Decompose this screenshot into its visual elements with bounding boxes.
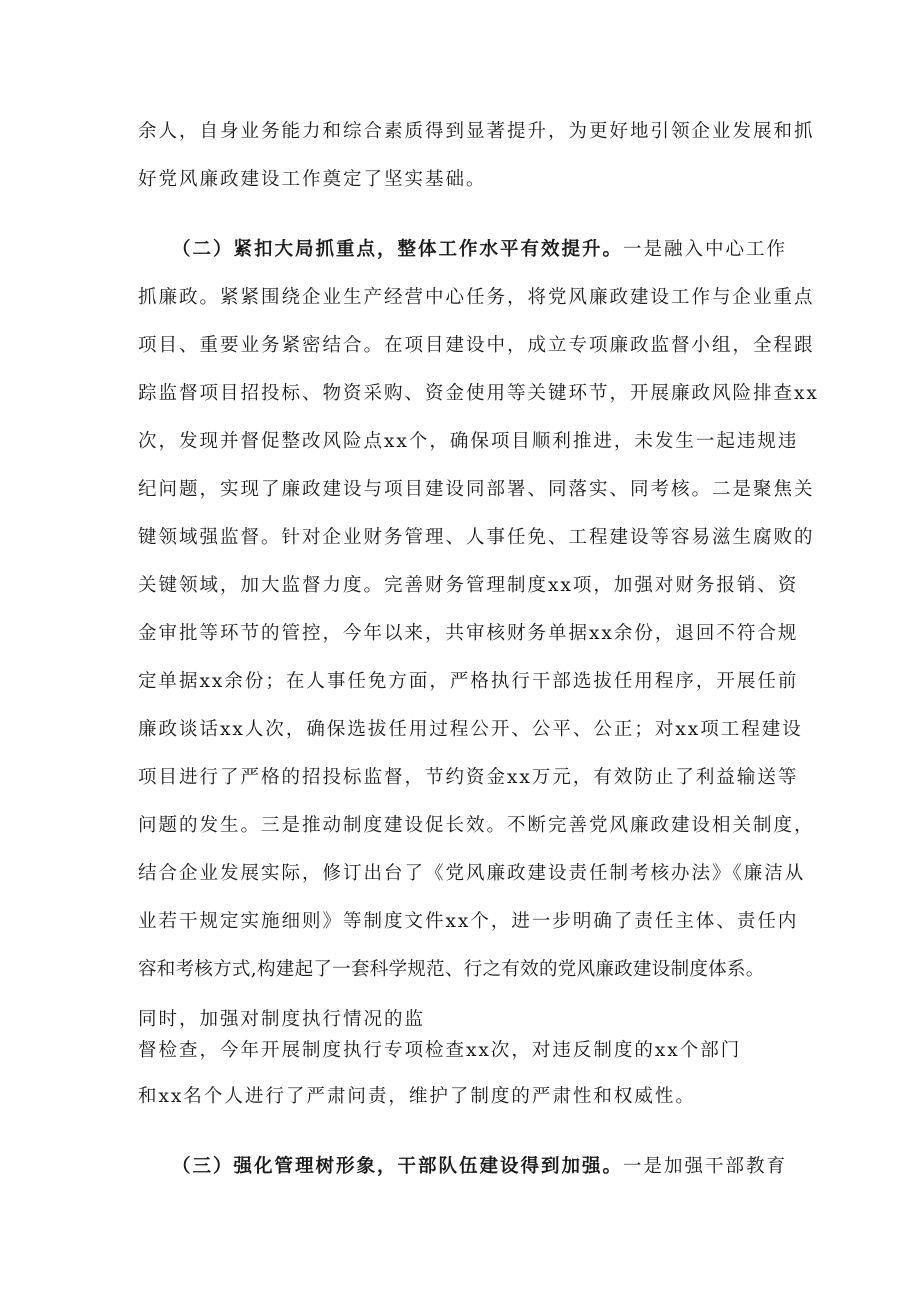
text-line: 纪问题，实现了廉政建设与项目建设同部署、同落实、同考核。二是聚焦关 [138,479,815,500]
section-heading: （三）强化管理树形象，干部队伍建设得到加强。 [172,1156,624,1177]
text-line: 定单据xx余份；在人事任免方面，严格执行干部选拔任用程序，开展任前 [138,671,799,692]
text-line: 问题的发生。三是推动制度建设促长效。不断完善党风廉政建设相关制度， [138,815,815,836]
text-line: 和xx名个人进行了严肃问责，维护了制度的严肃性和权威性。 [138,1086,696,1107]
text-line: 好党风廉政建设工作奠定了坚实基础。 [138,169,487,190]
text-line: 踪监督项目招投标、物资采购、资金使用等关键环节，开展廉政风险排查xx [138,383,819,404]
text-line: 金审批等环节的管控，今年以来，共审核财务单据xx余份，退回不符合规 [138,623,799,644]
text-line: 项目、重要业务紧密结合。在项目建设中，成立专项廉政监督小组，全程跟 [138,335,815,356]
text-line: 余人，自身业务能力和综合素质得到显著提升，为更好地引领企业发展和抓 [138,121,815,142]
text-line: 业若干规定实施细则》等制度文件xx个，进一步明确了责任主体、责任内 [138,911,799,932]
text-span: 一是加强干部教育 [623,1156,788,1177]
text-line: 关键领域，加大监督力度。完善财务管理制度xx项，加强对财务报销、资 [138,575,799,596]
text-line: 廉政谈话xx人次，确保选拔任用过程公开、公平、公正；对xx项工程建设 [138,719,803,740]
text-line: 同时，加强对制度执行情况的监 [138,1009,426,1030]
text-line: 次，发现并督促整改风险点xx个，确保项目顺利推进，未发生一起违规违 [138,431,799,452]
section-heading: （二）紧扣大局抓重点，整体工作水平有效提升。 [172,239,624,260]
text-line: 督检查，今年开展制度执行专项检查xx次，对违反制度的xx个部门 [138,1040,742,1061]
section-heading-line [172,1158,787,1177]
text-line: 结合企业发展实际，修订出台了《党风廉政建设责任制考核办法》《廉洁从 [138,863,806,884]
section-heading-line [172,241,787,260]
text-line: 键领域强监督。针对企业财务管理、人事任免、工程建设等容易滋生腐败的 [138,527,815,548]
text-line: 抓廉政。紧紧围绕企业生产经营中心任务，将党风廉政建设工作与企业重点 [138,287,815,308]
text-line: 项目进行了严格的招投标监督，节约资金xx万元，有效防止了利益输送等 [138,767,799,788]
text-line: 容和考核方式,构建起了一套科学规范、行之有效的党风廉政建设制度体系。 [138,959,765,980]
text-span: 一是融入中心工作 [623,239,788,260]
